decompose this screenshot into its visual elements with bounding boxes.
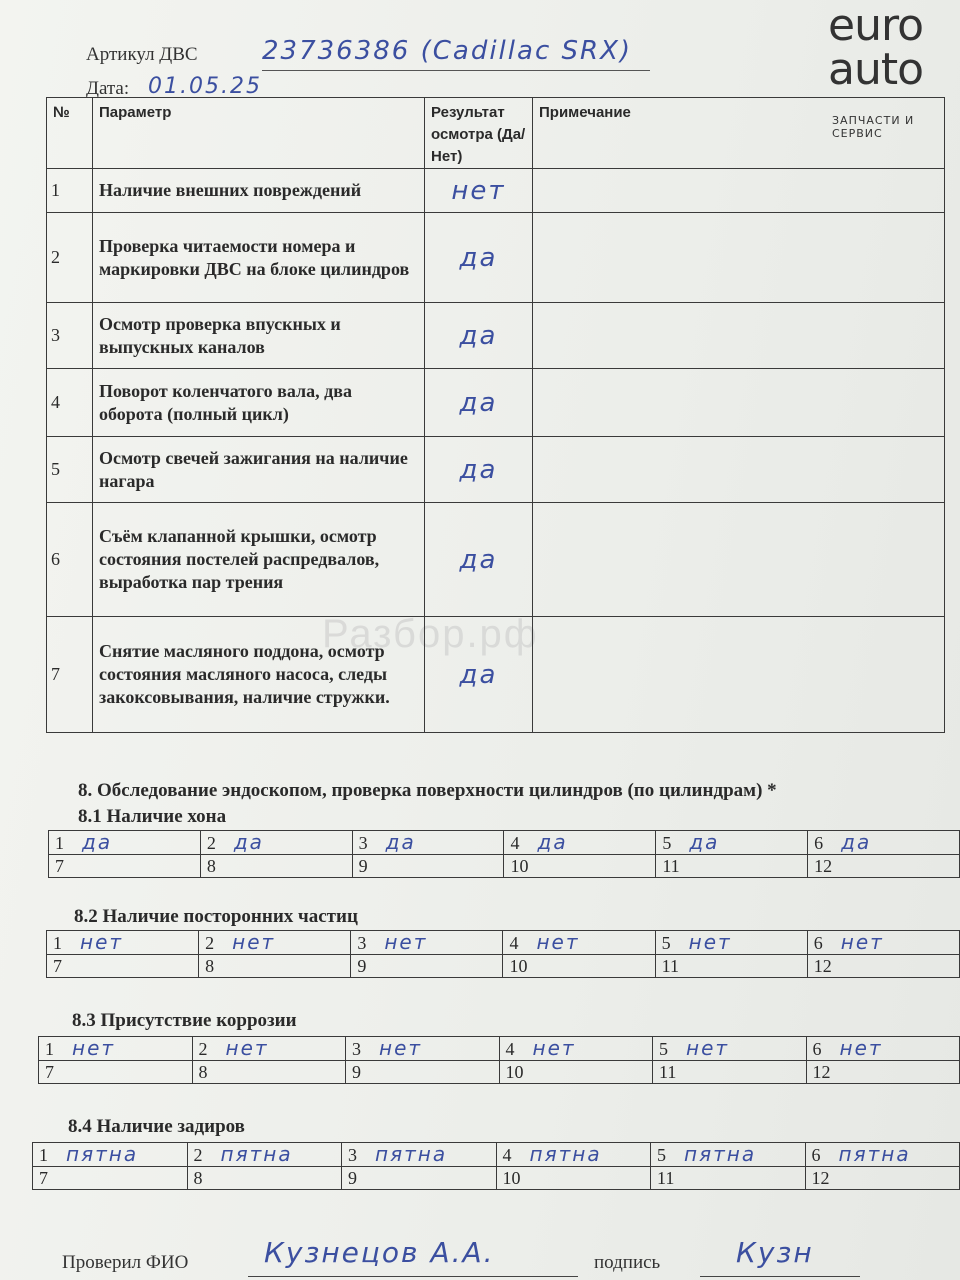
subsection-title-8-4: 8.4 Наличие задиров (68, 1116, 245, 1137)
inspection-table (46, 97, 945, 733)
cylinder-cell: 4 пятна (496, 1143, 651, 1167)
table-row (47, 617, 945, 733)
row-result: нет (425, 169, 533, 213)
cylinder-cell: 7 (49, 855, 201, 878)
table-row (47, 213, 945, 303)
cylinder-cell: 6 нет (806, 1037, 960, 1061)
table-row (47, 437, 945, 503)
table-row (47, 303, 945, 369)
cylinder-cell: 11 (656, 855, 808, 878)
row-result: да (425, 369, 533, 437)
logo-line1: euro (828, 0, 923, 51)
cylinder-cell: 10 (496, 1167, 651, 1190)
row-result: да (425, 437, 533, 503)
row-param: Поворот коленчатого вала, два оборота (полный цикл) (93, 369, 425, 437)
row-note (533, 437, 945, 503)
cylinder-cell: 9 (342, 1167, 497, 1190)
signature-underline (700, 1276, 860, 1277)
row-num: 4 (47, 369, 93, 437)
header-num: № (47, 98, 93, 169)
cylinder-cell: 5 пятна (651, 1143, 806, 1167)
cylinder-cell: 12 (807, 955, 959, 978)
checked-by-underline (248, 1276, 578, 1277)
logo-line2: auto (828, 44, 924, 95)
article-label: Артикул ДВС (86, 44, 198, 65)
subsection-title-8-3: 8.3 Присутствие коррозии (72, 1010, 297, 1031)
cylinder-cell: 5 да (656, 831, 808, 855)
row-result: да (425, 303, 533, 369)
cylinder-cell: 8 (187, 1167, 342, 1190)
row-result: да (425, 503, 533, 617)
row-note (533, 369, 945, 437)
article-underline (262, 70, 650, 71)
cylinder-grid-8-2 (46, 930, 960, 978)
cylinder-cell: 5 нет (653, 1037, 807, 1061)
cylinder-cell: 6 да (808, 831, 960, 855)
cylinder-grid-8-4 (32, 1142, 960, 1190)
cylinder-cell: 8 (199, 955, 351, 978)
row-param: Проверка читаемости номера и маркировки ДВС на блоке цилиндров (93, 213, 425, 303)
cylinder-cell: 10 (503, 955, 655, 978)
section8-title: 8. Обследование эндоскопом, проверка поверхности цилиндров (по цилиндрам) * (78, 780, 777, 801)
cylinder-cell: 1 да (49, 831, 201, 855)
logo-tagline: ЗАПЧАСТИ И СЕРВИС (832, 114, 915, 140)
article-value: 23736386 (Cadillac SRX) (262, 36, 633, 66)
table-row (47, 503, 945, 617)
cylinder-cell: 3 пятна (342, 1143, 497, 1167)
row-num: 7 (47, 617, 93, 733)
table-row (47, 169, 945, 213)
cylinder-cell: 9 (346, 1061, 500, 1084)
cylinder-cell: 7 (33, 1167, 188, 1190)
row-note (533, 617, 945, 733)
cylinder-cell: 3 да (352, 831, 504, 855)
row-note (533, 503, 945, 617)
row-param: Осмотр проверка впускных и выпускных каналов (93, 303, 425, 369)
cylinder-cell: 4 нет (503, 931, 655, 955)
cylinder-grid-8-1 (48, 830, 960, 878)
signature: Кузн (736, 1236, 814, 1269)
cylinder-cell: 2 нет (199, 931, 351, 955)
cylinder-cell: 4 да (504, 831, 656, 855)
cylinder-cell: 7 (47, 955, 199, 978)
cylinder-cell: 1 нет (39, 1037, 193, 1061)
cylinder-cell: 5 нет (655, 931, 807, 955)
cylinder-cell: 9 (351, 955, 503, 978)
row-param: Осмотр свечей зажигания на наличие нагара (93, 437, 425, 503)
watermark: Разбор.рф (322, 612, 539, 656)
cylinder-cell: 11 (655, 955, 807, 978)
row-num: 5 (47, 437, 93, 503)
row-param: Наличие внешних повреждений (93, 169, 425, 213)
row-num: 2 (47, 213, 93, 303)
cylinder-cell: 7 (39, 1061, 193, 1084)
row-num: 1 (47, 169, 93, 213)
row-param: Съём клапанной крышки, осмотр состояния постелей распредвалов, выработка пар трения (93, 503, 425, 617)
cylinder-cell: 3 нет (351, 931, 503, 955)
checked-by-value: Кузнецов А.А. (264, 1236, 495, 1269)
table-header-row (47, 98, 945, 169)
cylinder-cell: 8 (192, 1061, 346, 1084)
cylinder-cell: 11 (653, 1061, 807, 1084)
row-note (533, 169, 945, 213)
cylinder-cell: 9 (352, 855, 504, 878)
cylinder-cell: 8 (200, 855, 352, 878)
cylinder-grid-8-3 (38, 1036, 960, 1084)
cylinder-cell: 2 нет (192, 1037, 346, 1061)
row-note (533, 303, 945, 369)
cylinder-cell: 1 пятна (33, 1143, 188, 1167)
header-note: Примечание (533, 98, 945, 169)
row-note (533, 213, 945, 303)
cylinder-cell: 6 нет (807, 931, 959, 955)
cylinder-cell: 10 (504, 855, 656, 878)
cylinder-cell: 2 да (200, 831, 352, 855)
cylinder-cell: 12 (806, 1061, 960, 1084)
checked-by-label: Проверил ФИО (62, 1252, 189, 1273)
row-param: Снятие масляного поддона, осмотр состояния масляного насоса, следы закоксовывания, наличие стружки. (93, 617, 425, 733)
subsection-title-8-2: 8.2 Наличие посторонних частиц (74, 906, 358, 927)
cylinder-cell: 2 пятна (187, 1143, 342, 1167)
cylinder-cell: 11 (651, 1167, 806, 1190)
cylinder-cell: 3 нет (346, 1037, 500, 1061)
row-num: 6 (47, 503, 93, 617)
cylinder-cell: 10 (499, 1061, 653, 1084)
cylinder-cell: 12 (805, 1167, 960, 1190)
cylinder-cell: 12 (808, 855, 960, 878)
row-num: 3 (47, 303, 93, 369)
table-row (47, 369, 945, 437)
header-result: Результат осмотра (Да/Нет) (425, 98, 533, 169)
cylinder-cell: 6 пятна (805, 1143, 960, 1167)
subsection-title-8-1: 8.1 Наличие хона (78, 806, 227, 827)
date-value: 01.05.25 (148, 74, 262, 99)
cylinder-cell: 1 нет (47, 931, 199, 955)
header-param: Параметр (93, 98, 425, 169)
signature-label: подпись (594, 1252, 661, 1273)
row-result: да (425, 213, 533, 303)
cylinder-cell: 4 нет (499, 1037, 653, 1061)
row-result: да (425, 617, 533, 733)
date-label: Дата: (86, 78, 130, 99)
